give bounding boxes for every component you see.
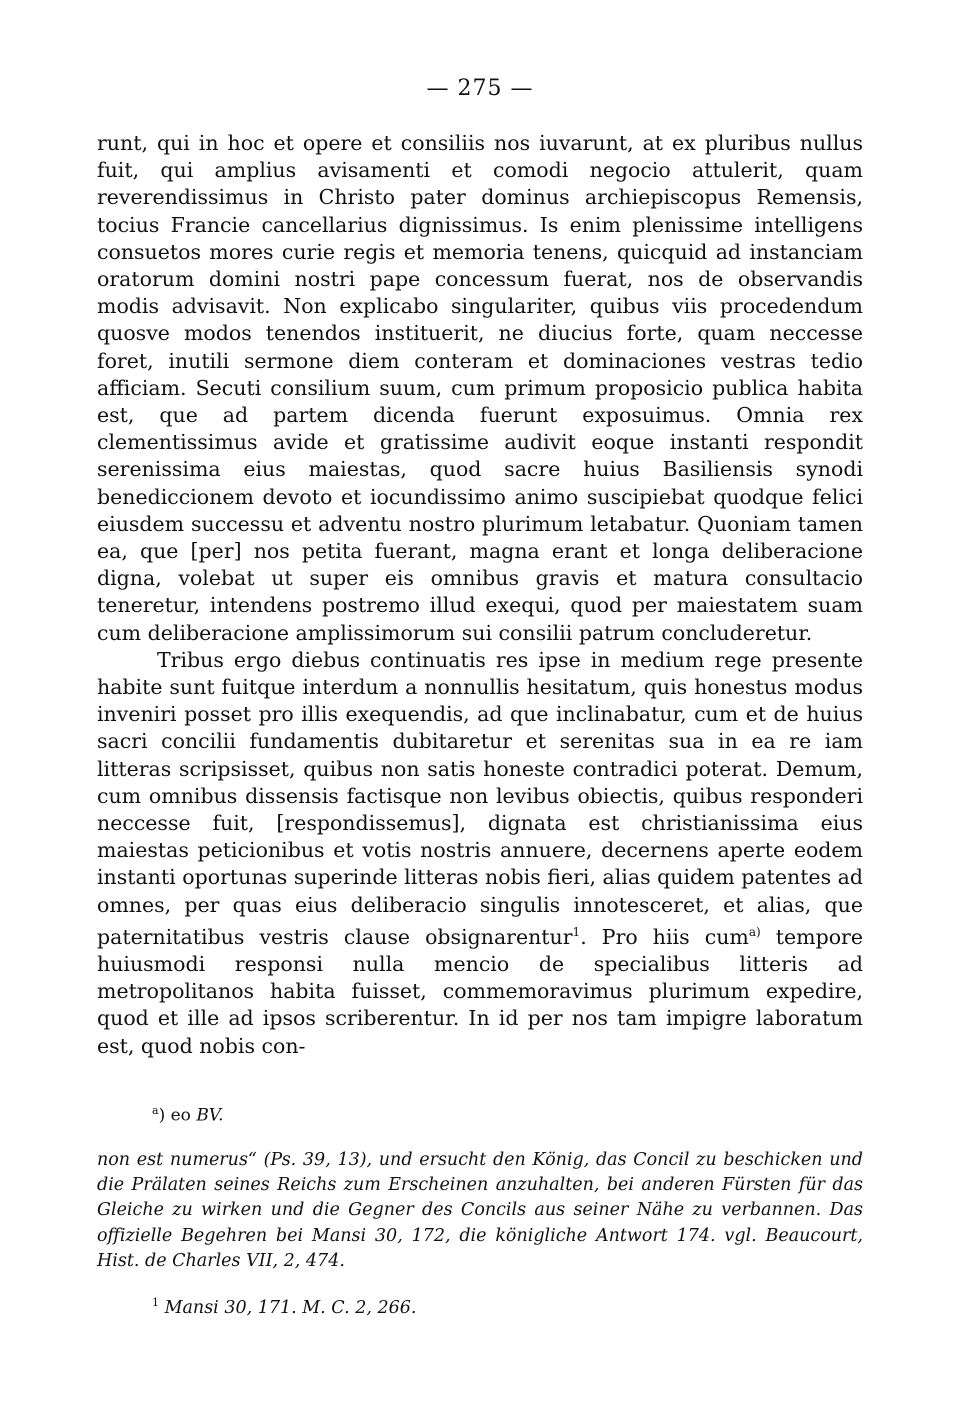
footnote-a-marker: a xyxy=(152,1104,159,1117)
page-number: — 275 — xyxy=(426,76,534,101)
footnote-1-text: Mansi 30, 171. M. C. 2, 266. xyxy=(164,1297,417,1318)
footnote-ref-a: a) xyxy=(748,924,761,939)
paragraph-1: runt, qui in hoc et opere et consiliis nos iuvarunt, at ex pluribus nullus fuit, qui amplius avisamenti et comodi negocio attulerit, quam reverendissimus in Christo pater dominus archiepiscopus Remensis, tocius Francie cancellarius dignissimus. Is enim plenissime intelligens consuetos mores curie regis et memoria tenens, quicquid ad instanciam oratorum domini nostri pape concessum fuerat, nos de observandis modis advisavit. Non explicabo singulariter, quibus viis procedendum quosve modos tenendos instituerit, ne diucius forte, quam neccesse foret, inutili sermone diem conteram et dominaciones vestras tedio afficiam. Secuti consilium suum, cum primum proposicio publica habita est, que ad partem dicenda fuerunt exposuimus. Omnia rex clementissimus avide et gratissime audivit eoque instanti respondit serenissima eius maiestas, quod sacre huius Basiliensis synodi benediccionem devoto et iocundissimo animo suscipiebat quodque felici eiusdem successu et adventu nostro plurimum letabatur. Quoniam tamen ea, que [per] nos petita fuerant, magna erant et longa deliberacione digna, volebat ut super eis omnibus gravis et matura consultacio teneretur, intendens postremo illud exequi, quod per maiestatem suam cum deliberacione amplissimorum sui consilii patrum concluderetur. xyxy=(97,131,863,645)
footnote-continued: non est numerus“ (Ps. 39, 13), und ersucht den König, das Concil zu beschicken und die Prälaten seines Reichs zum Erscheinen anzuhalten, bei anderen Fürsten für das Gleiche zu wirken und die Gegner des Concils aus seiner Nähe zu verbannen. Das offizielle Begehren bei Mansi 30, 172, die königliche Antwort 174. vgl. Beaucourt, Hist. de Charles VII, 2, 474. xyxy=(97,1150,863,1271)
footnote-ref-1: 1 xyxy=(572,924,581,939)
footnote-1-marker: 1 xyxy=(152,1296,159,1309)
paragraph-2-text-b: . Pro hiis cum xyxy=(580,924,749,949)
footnote-a xyxy=(152,1100,224,1127)
main-text xyxy=(97,130,863,1060)
footnote-1 xyxy=(152,1292,416,1319)
footnote-a-text: ) eo xyxy=(158,1105,197,1126)
paragraph-2-text-a: Tribus ergo diebus continuatis res ipse in medium rege presente habite sunt fuitque interdum a nonnullis hesitatum, quis honestus modus inveniri posset pro illis exequendis, ad que inclinabatur, cum et de huius sacri concilii fundamentis dubitaretur et serenitas sua in ea re iam litteras scripsisset, quibus non satis honeste contradici poterat. Demum, cum omnibus dissensis factisque non levibus obiectis, quibus responderi neccesse fuit, [respondissemus], dignata est christianissima eius maiestas peticionibus et votis nostris annuere, decernens aperte eodem instanti oportunas superinde litteras nobis fieri, alias quidem patentes ad omnes, per quas eius deliberacio singulis innotesceret, et alias, que paternitatibus vestris clause obsignarentur xyxy=(97,647,863,949)
paragraph-2 xyxy=(97,647,863,1060)
paragraph-2-text-c: tempore huiusmodi responsi nulla mencio de specialibus litteris ad metropolitanos habita fuisset, commemoravimus plurimum expedire, quod et ille ad ipsos scriberentur. In id per nos tam impigre laboratum est, quod nobis con- xyxy=(97,924,863,1058)
footnote-a-siglum: BV. xyxy=(196,1105,224,1126)
